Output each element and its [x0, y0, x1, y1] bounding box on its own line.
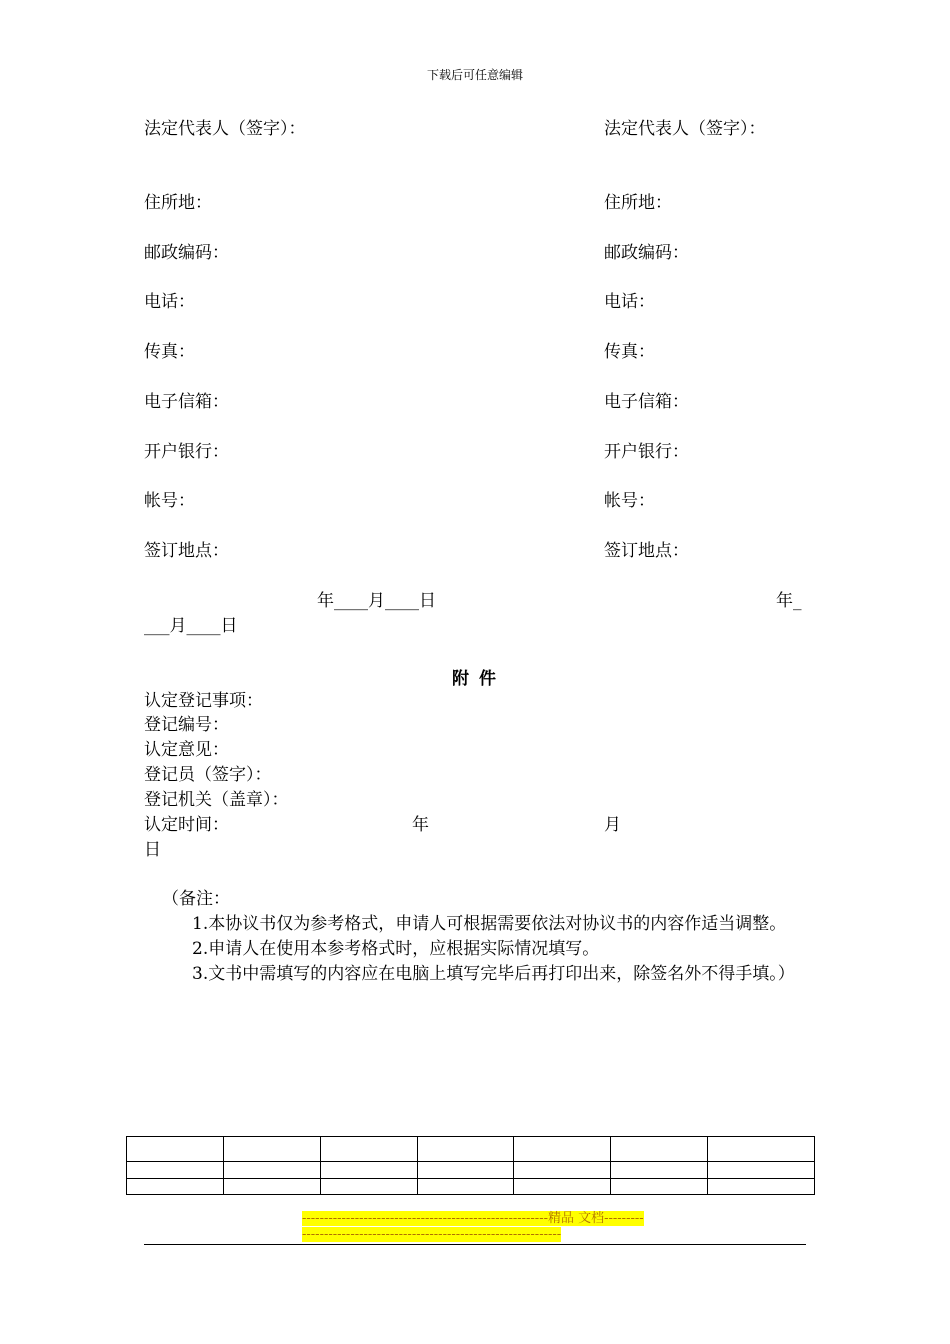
notes-heading: （备注：: [162, 889, 230, 909]
attachment-item-registrar: 登记员（签字）：: [144, 765, 272, 785]
table-cell: [320, 1137, 417, 1162]
right-account-label: 帐号：: [604, 491, 655, 511]
left-email-label: 电子信箱：: [144, 392, 229, 412]
table-row: [127, 1179, 815, 1195]
table-cell: [708, 1162, 815, 1179]
table-cell: [127, 1179, 224, 1195]
empty-table: [126, 1136, 815, 1195]
table-cell: [708, 1179, 815, 1195]
notes-block: [144, 887, 809, 987]
table-cell: [320, 1162, 417, 1179]
table-cell: [611, 1179, 708, 1195]
attachment-month: 月: [604, 815, 621, 835]
table-row: [127, 1162, 815, 1179]
attachment-year: 年: [412, 815, 429, 835]
table-cell: [708, 1137, 815, 1162]
left-sign-place-label: 签订地点：: [144, 541, 229, 561]
footer-rule: [144, 1244, 806, 1245]
attachment-item-opinion: 认定意见：: [144, 740, 229, 760]
table-row: [127, 1137, 815, 1162]
table-cell: [611, 1137, 708, 1162]
right-postcode-label: 邮政编码：: [604, 243, 689, 263]
left-fax-label: 传真：: [144, 342, 195, 362]
attachment-day: 日: [144, 840, 161, 860]
table-cell: [611, 1162, 708, 1179]
table-cell: [127, 1162, 224, 1179]
table-cell: [514, 1179, 611, 1195]
right-bank-label: 开户银行：: [604, 442, 689, 462]
note-item-3: 3.文书中需填写的内容应在电脑上填写完毕后再打印出来，除签名外不得手填。）: [192, 964, 795, 984]
table-cell: [223, 1179, 320, 1195]
note-item-1: 1.本协议书仅为参考格式，申请人可根据需要依法对协议书的内容作适当调整。: [192, 914, 787, 934]
right-address-label: 住所地：: [604, 193, 672, 213]
table-cell: [223, 1137, 320, 1162]
attachment-title: 附 件: [452, 669, 498, 689]
table-cell: [417, 1179, 514, 1195]
header-note: 下载后可任意编辑: [426, 68, 523, 82]
attachment-item-matter: 认定登记事项：: [144, 691, 263, 711]
table-cell: [320, 1179, 417, 1195]
table-cell: [127, 1137, 224, 1162]
footer-banner-text: --------------------------------------------------------精品 文档--------------------------------------------------------------------: [302, 1211, 644, 1242]
left-date-line: 年____月____日: [317, 591, 436, 611]
right-date-line-part1: 年_: [776, 591, 802, 611]
table-cell: [514, 1162, 611, 1179]
left-rep-sign-label: 法定代表人（签字）：: [144, 119, 306, 139]
right-phone-label: 电话：: [604, 292, 655, 312]
right-rep-sign-label: 法定代表人（签字）：: [604, 119, 766, 139]
left-address-label: 住所地：: [144, 193, 212, 213]
table-cell: [417, 1137, 514, 1162]
table-cell: [417, 1162, 514, 1179]
left-postcode-label: 邮政编码：: [144, 243, 229, 263]
table-cell: [223, 1162, 320, 1179]
right-date-line-part2: ___月____日: [144, 616, 238, 636]
table-cell: [514, 1137, 611, 1162]
left-phone-label: 电话：: [144, 292, 195, 312]
attachment-item-number: 登记编号：: [144, 715, 229, 735]
left-bank-label: 开户银行：: [144, 442, 229, 462]
attachment-time-label: 认定时间：: [144, 815, 229, 835]
right-email-label: 电子信箱：: [604, 392, 689, 412]
note-item-2: 2.申请人在使用本参考格式时，应根据实际情况填写。: [192, 939, 600, 959]
left-account-label: 帐号：: [144, 491, 195, 511]
footer-banner: [302, 1211, 648, 1243]
right-fax-label: 传真：: [604, 342, 655, 362]
right-sign-place-label: 签订地点：: [604, 541, 689, 561]
attachment-item-authority: 登记机关（盖章）：: [144, 790, 289, 810]
